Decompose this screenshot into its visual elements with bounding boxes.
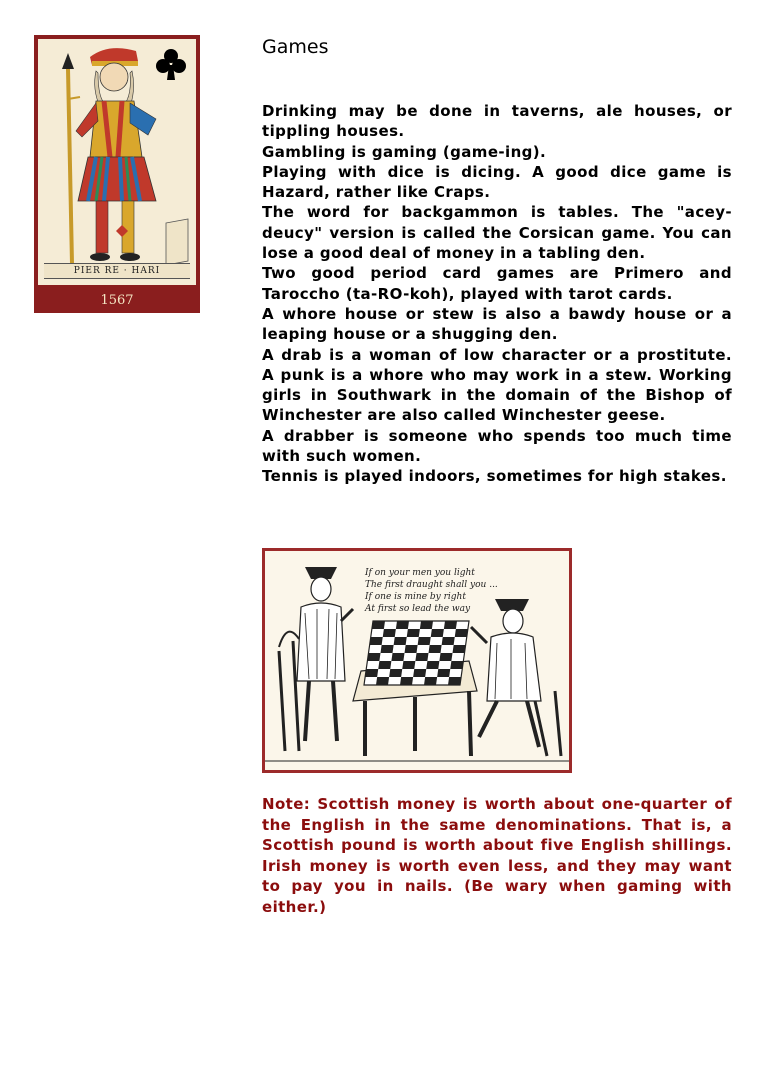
paragraph-tennis: Tennis is played indoors, sometimes for high stakes. [262,467,727,486]
verse-line-3: If one is mine by right [365,592,466,602]
card-name-banner: PIER RE · HARI [44,263,190,279]
paragraph-backgammon: The word for backgammon is tables. The "acey-deucy" version is called the Corsican game. You can lose a good deal of money in a tabling den. [262,203,732,263]
paragraph-gambling: Gambling is gaming (game-ing). [262,142,547,161]
draughts-players-image [265,551,569,770]
paragraph-drinking: Drinking may be done in taverns, ale houses, or tippling houses. [262,102,732,141]
verse-line-2: The first draught shall you ... [365,580,498,590]
page-title: Games [262,36,329,58]
paragraph-dice: Playing with dice is dicing. A good dice game is Hazard, rather like Craps. [262,162,732,202]
playing-card-illustration [34,35,200,313]
card-face [38,39,196,285]
paragraph-whore-house: A whore house or stew is also a bawdy house or a leaping house or a shugging den. [262,304,732,344]
club-suit-icon [154,47,188,83]
verse-line-4: At first so lead the way [365,604,471,614]
paragraph-drabber: A drabber is someone who spends too much time with such women. [262,426,732,466]
card-year: 1567 [100,293,134,308]
paragraph-card-games: Two good period card games are Primero and Taroccho (ta-RO-koh), played with tarot cards. [262,264,732,303]
woodcut-illustration [262,548,572,773]
scottish-money-note: Note: Scottish money is worth about one-quarter of the English in the same denominations. That is, a Scottish pound is worth about five English shillings. Irish money is worth even less, and they may want to pay you in nails. (Be wary when gaming with either.) [262,795,732,916]
body-text [262,101,732,487]
verse-line-1: If on your men you light [365,568,475,578]
paragraph-drab: A drab is a woman of low character or a prostitute. A punk is a whore who may work in a stew. Working girls in Southwark in the domain of the Bishop of Winchester are also called Winchester geese. [262,345,732,425]
